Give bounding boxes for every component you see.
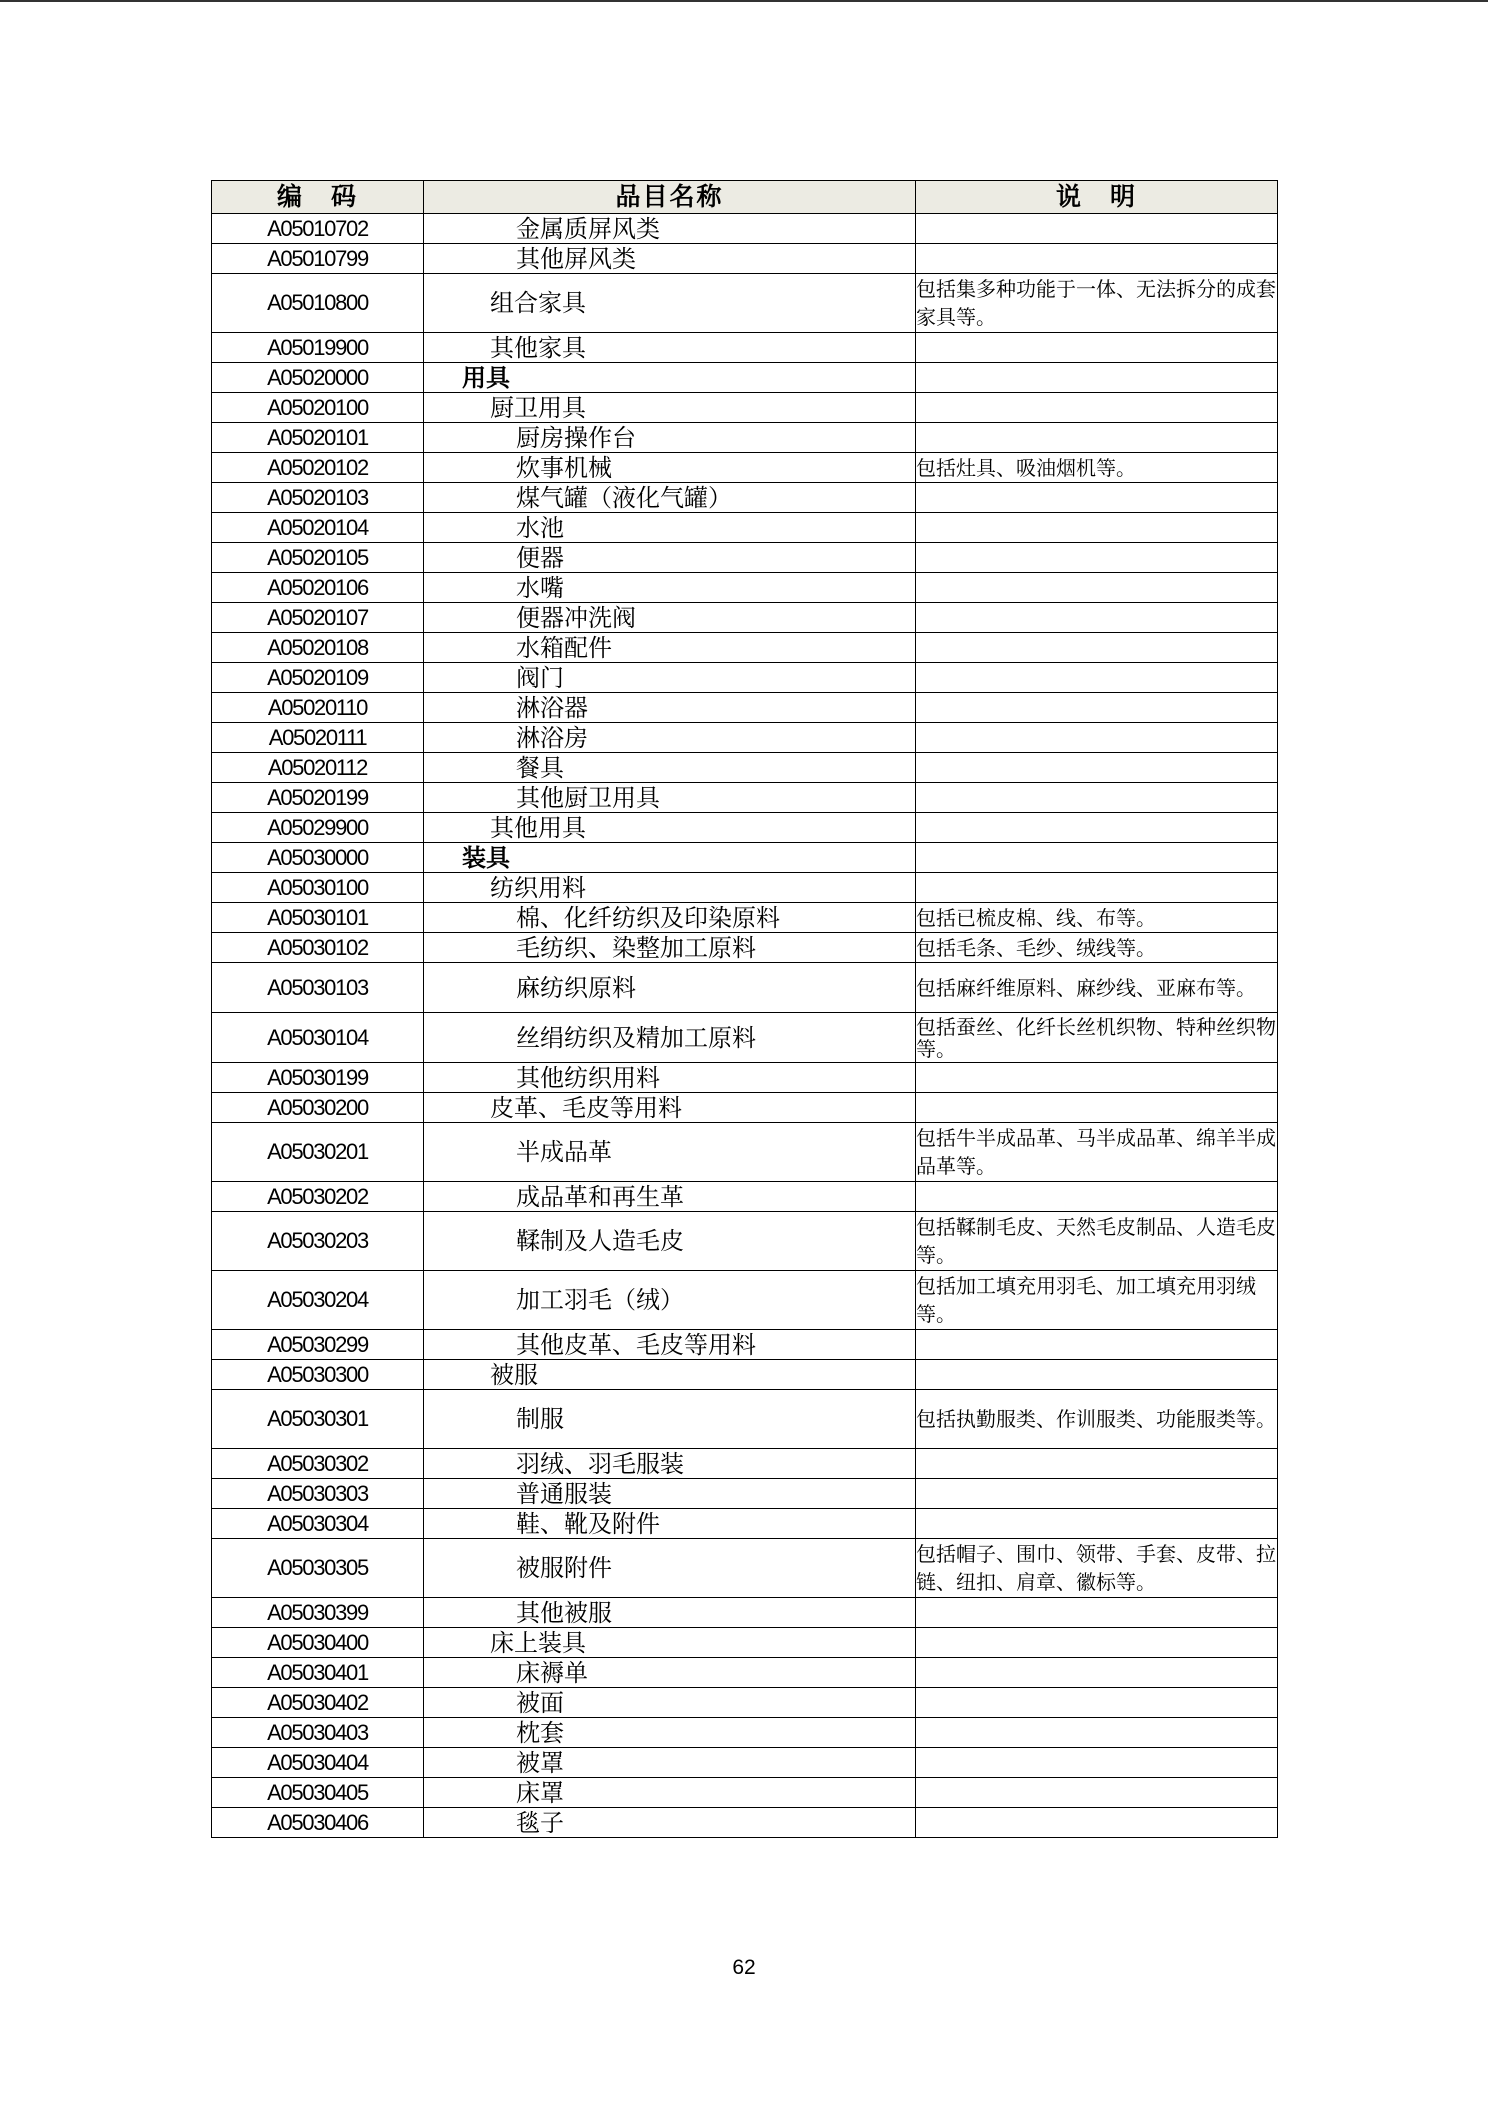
description-cell: [916, 543, 1278, 573]
table-row: [212, 513, 1278, 543]
code-cell: A05020112: [212, 753, 424, 783]
item-name-cell: 其他纺织用料: [424, 1063, 916, 1093]
description-cell: [916, 1449, 1278, 1479]
table-row: [212, 1390, 1278, 1449]
table-row: [212, 1539, 1278, 1598]
header-item-name: 品目名称: [424, 181, 916, 214]
item-name-cell: 枕套: [424, 1718, 916, 1748]
description-cell: [916, 513, 1278, 543]
table-row: [212, 603, 1278, 633]
description-cell: [916, 1360, 1278, 1390]
code-cell: A05020199: [212, 783, 424, 813]
description-cell: [916, 873, 1278, 903]
description-cell: [916, 663, 1278, 693]
table-body: [212, 214, 1278, 1838]
table-row: [212, 483, 1278, 513]
item-name-cell: 水箱配件: [424, 633, 916, 663]
code-cell: A05030199: [212, 1063, 424, 1093]
code-cell: A05030406: [212, 1808, 424, 1838]
table-row: [212, 633, 1278, 663]
item-name-cell: 便器: [424, 543, 916, 573]
code-cell: A05030399: [212, 1598, 424, 1628]
page-number: 62: [732, 1956, 756, 1979]
table-row: [212, 963, 1278, 1013]
code-cell: A05030101: [212, 903, 424, 933]
code-cell: A05030200: [212, 1093, 424, 1123]
code-cell: A05010702: [212, 214, 424, 244]
code-cell: A05020000: [212, 363, 424, 393]
table-row: [212, 363, 1278, 393]
description-cell: [916, 1628, 1278, 1658]
table-row: [212, 1182, 1278, 1212]
code-cell: A05019900: [212, 333, 424, 363]
table-row: [212, 723, 1278, 753]
item-name-cell: 纺织用料: [424, 873, 916, 903]
table-row: [212, 1628, 1278, 1658]
item-name-cell: 厨卫用具: [424, 393, 916, 423]
code-cell: A05020109: [212, 663, 424, 693]
table-row: [212, 873, 1278, 903]
code-cell: A05029900: [212, 813, 424, 843]
item-name-cell: 其他屏风类: [424, 244, 916, 274]
description-cell: [916, 1808, 1278, 1838]
code-cell: A05030401: [212, 1658, 424, 1688]
description-cell: 包括麻纤维原料、麻纱线、亚麻布等。: [916, 963, 1278, 1013]
item-name-cell: 皮革、毛皮等用料: [424, 1093, 916, 1123]
item-name-cell: 组合家具: [424, 274, 916, 333]
description-cell: 包括集多种功能于一体、无法拆分的成套家具等。: [916, 274, 1278, 333]
table-row: [212, 573, 1278, 603]
item-name-cell: 毛纺织、染整加工原料: [424, 933, 916, 963]
item-name-cell: 便器冲洗阀: [424, 603, 916, 633]
item-name-cell: 厨房操作台: [424, 423, 916, 453]
item-name-cell: 金属质屏风类: [424, 214, 916, 244]
table-row: [212, 1271, 1278, 1330]
item-name-cell: 普通服装: [424, 1479, 916, 1509]
item-name-cell: 床褥单: [424, 1658, 916, 1688]
code-cell: A05030405: [212, 1778, 424, 1808]
item-name-cell: 淋浴器: [424, 693, 916, 723]
table-row: [212, 1748, 1278, 1778]
table-row: [212, 333, 1278, 363]
description-cell: [916, 1718, 1278, 1748]
description-cell: [916, 573, 1278, 603]
item-name-cell: 棉、化纤纺织及印染原料: [424, 903, 916, 933]
page-top-border: [0, 0, 1488, 2]
description-cell: [916, 1688, 1278, 1718]
code-cell: A05030103: [212, 963, 424, 1013]
code-cell: A05020101: [212, 423, 424, 453]
description-cell: 包括已梳皮棉、线、布等。: [916, 903, 1278, 933]
item-name-cell: 麻纺织原料: [424, 963, 916, 1013]
description-cell: [916, 1182, 1278, 1212]
table-row: [212, 1718, 1278, 1748]
code-cell: A05030203: [212, 1212, 424, 1271]
description-cell: 包括灶具、吸油烟机等。: [916, 453, 1278, 483]
table-row: [212, 1093, 1278, 1123]
table-row: [212, 1212, 1278, 1271]
code-cell: A05010799: [212, 244, 424, 274]
code-cell: A05020105: [212, 543, 424, 573]
description-cell: [916, 1748, 1278, 1778]
code-cell: A05030403: [212, 1718, 424, 1748]
code-cell: A05020111: [212, 723, 424, 753]
table-row: [212, 543, 1278, 573]
description-cell: [916, 723, 1278, 753]
code-cell: A05030302: [212, 1449, 424, 1479]
item-name-cell: 成品革和再生革: [424, 1182, 916, 1212]
table-row: [212, 1479, 1278, 1509]
table-row: [212, 1330, 1278, 1360]
code-cell: A05020110: [212, 693, 424, 723]
table-row: [212, 1509, 1278, 1539]
item-name-cell: 煤气罐（液化气罐）: [424, 483, 916, 513]
item-name-cell: 阀门: [424, 663, 916, 693]
description-cell: [916, 1479, 1278, 1509]
description-cell: [916, 753, 1278, 783]
description-cell: [916, 1063, 1278, 1093]
item-name-cell: 被服附件: [424, 1539, 916, 1598]
table-row: [212, 783, 1278, 813]
description-cell: [916, 1658, 1278, 1688]
code-cell: A05030104: [212, 1013, 424, 1063]
item-name-cell: 其他被服: [424, 1598, 916, 1628]
item-name-cell: 其他用具: [424, 813, 916, 843]
table-row: [212, 423, 1278, 453]
table-row: [212, 244, 1278, 274]
item-name-cell: 餐具: [424, 753, 916, 783]
description-cell: [916, 693, 1278, 723]
header-code: 编 码: [212, 181, 424, 214]
description-cell: [916, 1509, 1278, 1539]
description-cell: [916, 633, 1278, 663]
table-row: [212, 1598, 1278, 1628]
catalog-table: [211, 180, 1278, 1838]
item-name-cell: 羽绒、羽毛服装: [424, 1449, 916, 1479]
code-cell: A05030204: [212, 1271, 424, 1330]
item-name-cell: 其他厨卫用具: [424, 783, 916, 813]
table-row: [212, 1123, 1278, 1182]
description-cell: 包括牛半成品革、马半成品革、绵羊半成品革等。: [916, 1123, 1278, 1182]
item-name-cell: 被面: [424, 1688, 916, 1718]
code-cell: A05030201: [212, 1123, 424, 1182]
description-cell: [916, 393, 1278, 423]
item-name-cell: 丝绢纺织及精加工原料: [424, 1013, 916, 1063]
description-cell: [916, 1778, 1278, 1808]
description-cell: [916, 1598, 1278, 1628]
item-name-cell: 床罩: [424, 1778, 916, 1808]
code-cell: A05030299: [212, 1330, 424, 1360]
description-cell: [916, 1330, 1278, 1360]
description-cell: 包括帽子、围巾、领带、手套、皮带、拉链、纽扣、肩章、徽标等。: [916, 1539, 1278, 1598]
code-cell: A05030301: [212, 1390, 424, 1449]
code-cell: A05020106: [212, 573, 424, 603]
code-cell: A05030303: [212, 1479, 424, 1509]
code-cell: A05030100: [212, 873, 424, 903]
code-cell: A05010800: [212, 274, 424, 333]
item-name-cell: 用具: [424, 363, 916, 393]
table-row: [212, 813, 1278, 843]
description-cell: [916, 214, 1278, 244]
description-cell: [916, 333, 1278, 363]
description-cell: [916, 483, 1278, 513]
code-cell: A05020107: [212, 603, 424, 633]
code-cell: A05030305: [212, 1539, 424, 1598]
code-cell: A05020102: [212, 453, 424, 483]
code-cell: A05030300: [212, 1360, 424, 1390]
code-cell: A05020104: [212, 513, 424, 543]
code-cell: A05030102: [212, 933, 424, 963]
description-cell: [916, 603, 1278, 633]
item-name-cell: 加工羽毛（绒）: [424, 1271, 916, 1330]
description-cell: 包括鞣制毛皮、天然毛皮制品、人造毛皮等。: [916, 1212, 1278, 1271]
table-header-row: [212, 181, 1278, 214]
item-name-cell: 淋浴房: [424, 723, 916, 753]
description-cell: [916, 423, 1278, 453]
item-name-cell: 水池: [424, 513, 916, 543]
table-row: [212, 214, 1278, 244]
table-row: [212, 843, 1278, 873]
description-cell: 包括毛条、毛纱、绒线等。: [916, 933, 1278, 963]
item-name-cell: 床上装具: [424, 1628, 916, 1658]
table-row: [212, 1449, 1278, 1479]
item-name-cell: 炊事机械: [424, 453, 916, 483]
code-cell: A05030304: [212, 1509, 424, 1539]
code-cell: A05030400: [212, 1628, 424, 1658]
item-name-cell: 被罩: [424, 1748, 916, 1778]
item-name-cell: 其他家具: [424, 333, 916, 363]
table-row: [212, 1658, 1278, 1688]
item-name-cell: 半成品革: [424, 1123, 916, 1182]
item-name-cell: 装具: [424, 843, 916, 873]
table-row: [212, 1013, 1278, 1063]
description-cell: [916, 1093, 1278, 1123]
table-row: [212, 393, 1278, 423]
table-row: [212, 1360, 1278, 1390]
table-row: [212, 903, 1278, 933]
item-name-cell: 毯子: [424, 1808, 916, 1838]
description-cell: [916, 363, 1278, 393]
code-cell: A05020108: [212, 633, 424, 663]
description-cell: [916, 843, 1278, 873]
item-name-cell: 鞋、靴及附件: [424, 1509, 916, 1539]
table-row: [212, 1808, 1278, 1838]
item-name-cell: 鞣制及人造毛皮: [424, 1212, 916, 1271]
item-name-cell: 水嘴: [424, 573, 916, 603]
table-row: [212, 1063, 1278, 1093]
table-row: [212, 453, 1278, 483]
description-cell: 包括蚕丝、化纤长丝机织物、特种丝织物等。: [916, 1014, 1276, 1061]
code-cell: A05030402: [212, 1688, 424, 1718]
table-row: [212, 933, 1278, 963]
table-row: [212, 274, 1278, 333]
description-cell: [916, 783, 1278, 813]
code-cell: A05030202: [212, 1182, 424, 1212]
code-cell: A05020100: [212, 393, 424, 423]
table-row: [212, 663, 1278, 693]
table-row: [212, 693, 1278, 723]
header-description: 说 明: [916, 181, 1278, 214]
description-cell: [916, 244, 1278, 274]
item-name-cell: 制服: [424, 1390, 916, 1449]
description-cell: 包括加工填充用羽毛、加工填充用羽绒等。: [916, 1271, 1278, 1330]
table-row: [212, 1688, 1278, 1718]
description-cell: [916, 813, 1278, 843]
item-name-cell: 其他皮革、毛皮等用料: [424, 1330, 916, 1360]
table-row: [212, 753, 1278, 783]
description-cell: 包括执勤服类、作训服类、功能服类等。: [916, 1390, 1278, 1449]
item-name-cell: 被服: [424, 1360, 916, 1390]
table-row: [212, 1778, 1278, 1808]
code-cell: A05030404: [212, 1748, 424, 1778]
code-cell: A05020103: [212, 483, 424, 513]
code-cell: A05030000: [212, 843, 424, 873]
